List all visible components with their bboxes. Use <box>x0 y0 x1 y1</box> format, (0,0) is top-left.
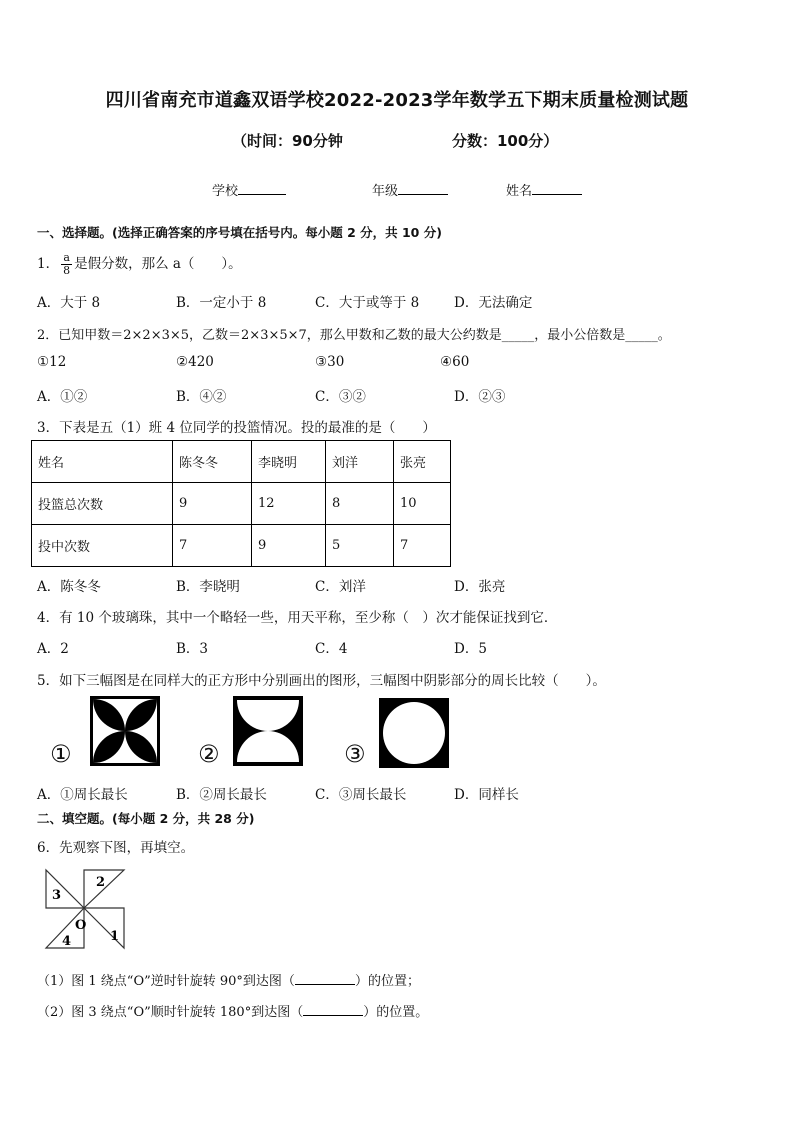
q2-option-d[interactable]: D．②③ <box>454 389 506 405</box>
q6-sub-2-text-a: （2）图 3 绕点“O”顺时针旋转 180°到达图（ <box>37 1005 304 1020</box>
question-2: 2．已知甲数＝2×2×3×5，乙数＝2×3×5×7，那么甲数和乙数的最大公约数是_____，最小公倍数是_____。 <box>37 328 671 343</box>
pinwheel-label-1: 1 <box>110 929 120 944</box>
q1-fraction-denominator: 8 <box>63 264 71 277</box>
q3-option-a[interactable]: A．陈冬冬 <box>37 579 101 595</box>
exam-score: 分数：100分） <box>452 132 559 150</box>
table-header-cell: 刘洋 <box>326 441 394 483</box>
q1-option-d[interactable]: D．无法确定 <box>454 295 533 311</box>
table-header-cell: 李晓明 <box>252 441 326 483</box>
q6-sub-2-text-b: ）的位置。 <box>363 1005 429 1020</box>
school-field[interactable] <box>212 180 286 199</box>
table-cell: 12 <box>252 483 326 525</box>
q6-sub-1-blank[interactable] <box>295 972 355 985</box>
table-header-cell: 陈冬冬 <box>173 441 252 483</box>
q6-sub-1-text-a: （1）图 1 绕点“O”逆时针旋转 90°到达图（ <box>37 974 295 989</box>
q1-option-c[interactable]: C．大于或等于 8 <box>315 295 420 311</box>
question-4: 4．有 10 个玻璃珠，其中一个略轻一些，用天平称，至少称（ ）次才能保证找到它． <box>37 610 558 626</box>
q4-option-d[interactable]: D．5 <box>454 641 487 657</box>
q4-option-b[interactable]: B．3 <box>176 641 209 657</box>
figure-3-label: ③ <box>344 740 366 768</box>
table-cell: 7 <box>173 525 252 567</box>
q1-fraction <box>61 252 72 277</box>
pinwheel-label-3: 3 <box>52 888 62 903</box>
table-cell: 投中次数 <box>32 525 173 567</box>
q2-option-c[interactable]: C．③② <box>315 389 366 405</box>
pinwheel-label-o: O <box>75 918 87 933</box>
q2-choice-1: ①12 <box>37 354 67 370</box>
shooting-table <box>31 440 451 567</box>
q2-option-a[interactable]: A．①② <box>37 389 88 405</box>
q6-sub-1 <box>37 970 420 989</box>
question-1 <box>37 252 242 277</box>
table-cell: 5 <box>326 525 394 567</box>
pinwheel-label-4: 4 <box>62 934 72 949</box>
q5-option-b[interactable]: B．②周长最长 <box>176 787 267 803</box>
table-cell: 10 <box>394 483 451 525</box>
name-field[interactable] <box>506 180 582 199</box>
table-header-row <box>32 441 451 483</box>
figure-1-label: ① <box>50 740 72 768</box>
q1-fraction-numerator: a <box>61 252 72 265</box>
q1-option-a[interactable]: A．大于 8 <box>37 295 101 311</box>
question-5: 5．如下三幅图是在同样大的正方形中分别画出的图形，三幅图中阴影部分的周长比较（ ）。 <box>37 673 606 689</box>
q6-sub-1-text-b: ）的位置； <box>354 974 420 989</box>
page-title: 四川省南充市道鑫双语学校2022-2023学年数学五下期末质量检测试题 <box>105 90 689 111</box>
q4-option-a[interactable]: A．2 <box>37 641 69 657</box>
table-row <box>32 525 451 567</box>
school-blank[interactable] <box>238 182 286 195</box>
grade-field[interactable] <box>372 180 448 199</box>
school-label: 学校 <box>212 184 239 199</box>
q1-option-b[interactable]: B．一定小于 8 <box>176 295 267 311</box>
q3-option-b[interactable]: B．李晓明 <box>176 579 240 595</box>
section1-heading: 一、选择题。(选择正确答案的序号填在括号内。每小题 2 分，共 10 分) <box>37 225 442 240</box>
figure-2-semicircles <box>233 696 303 766</box>
q4-option-c[interactable]: C．4 <box>315 641 348 657</box>
grade-blank[interactable] <box>398 182 448 195</box>
table-header-cell: 姓名 <box>32 441 173 483</box>
pinwheel-figure <box>44 868 126 950</box>
q2-option-b[interactable]: B．④② <box>176 389 227 405</box>
question-6: 6．先观察下图，再填空。 <box>37 840 195 856</box>
figure-3-circle <box>379 698 449 768</box>
q2-choice-4: ④60 <box>440 354 470 370</box>
q5-option-c[interactable]: C．③周长最长 <box>315 787 407 803</box>
exam-time: （时间：90分钟 <box>232 132 343 150</box>
table-header-cell: 张亮 <box>394 441 451 483</box>
pinwheel-label-2: 2 <box>96 875 106 890</box>
table-cell: 9 <box>252 525 326 567</box>
table-cell: 9 <box>173 483 252 525</box>
q5-option-a[interactable]: A．①周长最长 <box>37 787 128 803</box>
question-3: 3．下表是五（1）班 4 位同学的投篮情况。投的最准的是（ ） <box>37 420 436 436</box>
q5-option-d[interactable]: D．同样长 <box>454 787 519 803</box>
table-cell: 投篮总次数 <box>32 483 173 525</box>
q3-option-d[interactable]: D．张亮 <box>454 579 506 595</box>
figure-2-label: ② <box>198 740 220 768</box>
section2-heading: 二、填空题。(每小题 2 分，共 28 分) <box>37 811 255 826</box>
table-cell: 7 <box>394 525 451 567</box>
table-row <box>32 483 451 525</box>
q3-option-c[interactable]: C．刘洋 <box>315 579 366 595</box>
q6-sub-2-blank[interactable] <box>303 1003 363 1016</box>
q6-sub-2 <box>37 1001 428 1020</box>
q2-choice-2: ②420 <box>176 354 214 370</box>
figure-1-concave-star <box>90 696 160 766</box>
q2-choice-3: ③30 <box>315 354 345 370</box>
name-label: 姓名 <box>506 184 533 199</box>
q1-text: 是假分数，那么 a（ ）。 <box>74 256 242 272</box>
q1-number: 1． <box>37 256 60 272</box>
grade-label: 年级 <box>372 184 399 199</box>
name-blank[interactable] <box>532 182 582 195</box>
table-cell: 8 <box>326 483 394 525</box>
